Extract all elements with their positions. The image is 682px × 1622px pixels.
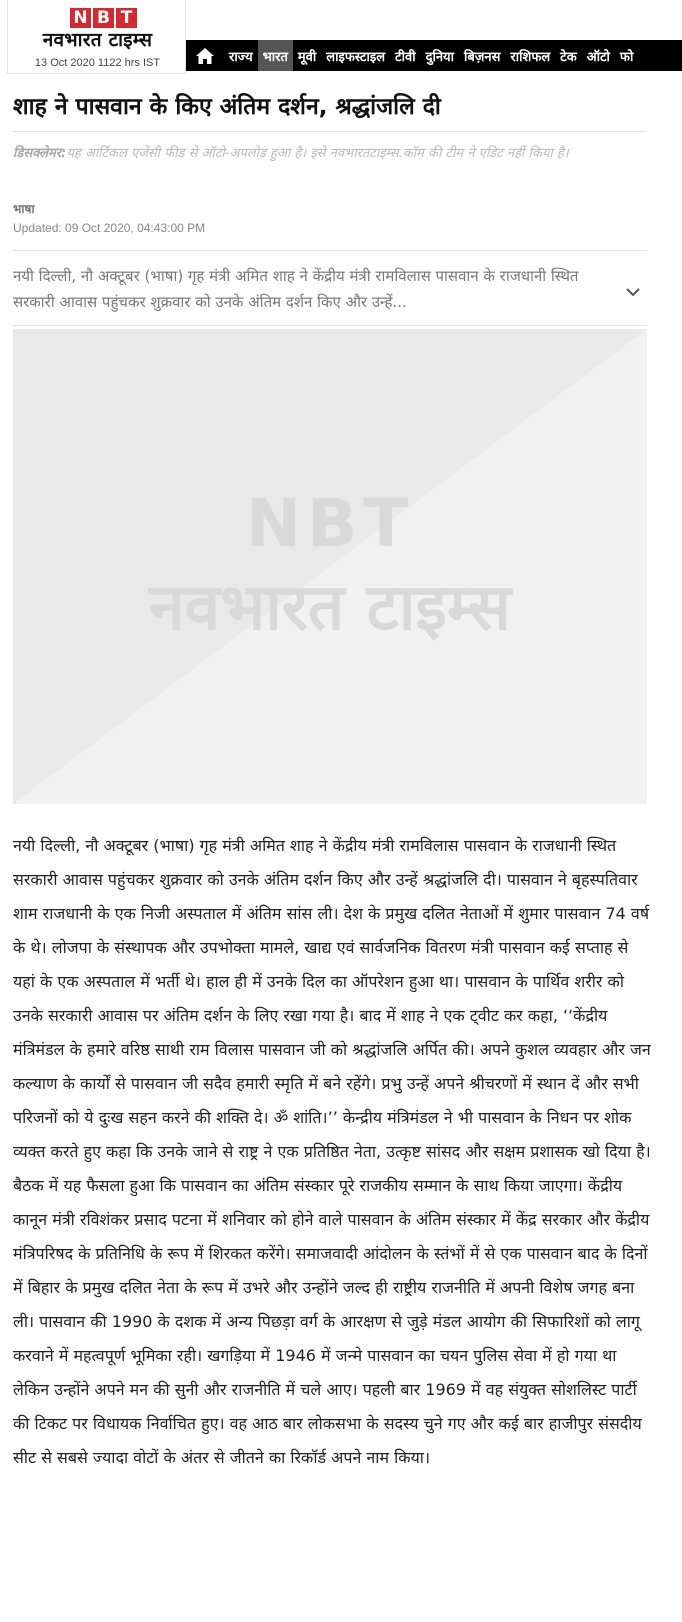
nav-item-tv[interactable]: टीवी — [395, 49, 416, 65]
main-nav — [186, 40, 682, 71]
disclaimer-label: डिसक्लेमर: — [13, 146, 67, 161]
article-summary: नयी दिल्ली, नौ अक्टूबर (भाषा) गृह मंत्री अमित शाह ने केंद्रीय मंत्री रामविलास पासवान के राजधानी स्थित सरकारी आवास पहुंचकर शुक्रवार को उनके अंतिम दर्शन किए और उन्हें... — [13, 267, 579, 311]
logo-hindi-text: नवभारत टाइम्स — [42, 29, 153, 51]
header-date: 13 Oct 2020 1122 hrs IST — [34, 57, 161, 69]
nav-item-business[interactable]: बिज़नस — [463, 49, 501, 65]
nav-home-button[interactable] — [186, 40, 224, 71]
nav-item-rashifal[interactable]: राशिफल — [510, 49, 551, 65]
nav-item-auto[interactable]: ऑटो — [586, 49, 610, 65]
site-header — [0, 0, 682, 75]
home-icon — [195, 47, 215, 65]
disclaimer — [13, 143, 643, 164]
image-watermark-hindi: नवभारत टाइम्स — [149, 571, 511, 645]
nav-item-photo[interactable]: फो — [619, 49, 634, 65]
article-image-placeholder — [13, 329, 647, 804]
divider — [13, 131, 647, 132]
nav-item-bharat[interactable]: भारत — [258, 40, 293, 71]
logo-nbt — [70, 8, 137, 28]
site-logo[interactable] — [7, 0, 186, 74]
nav-item-movie[interactable]: मूवी — [297, 49, 317, 65]
nav-item-rajya[interactable]: राज्य — [229, 49, 253, 65]
logo-letter-t: T — [116, 8, 137, 28]
image-watermark-nbt: NBT — [245, 485, 415, 562]
article-updated-time: Updated: 09 Oct 2020, 04:43:00 PM — [13, 221, 206, 235]
chevron-down-icon[interactable] — [624, 283, 642, 301]
divider — [13, 250, 647, 251]
nav-item-tech[interactable]: टेक — [560, 49, 577, 65]
divider — [13, 325, 647, 326]
article-body: नयी दिल्ली, नौ अक्टूबर (भाषा) गृह मंत्री अमित शाह ने केंद्रीय मंत्री रामविलास पासवान के राजधानी स्थित सरकारी आवास पहुंचकर शुक्रवार को उनके अंतिम दर्शन किए और उन्हें श्रद्धांजलि दी। पासवान ने बृहस्पतिवार शाम राजधानी के एक निजी अस्पताल में अंतिम सांस ली। देश के प्रमुख दलित नेताओं में शुमार पासवान 74 वर्ष के थे। लोजपा के संस्थापक और उपभोक्ता मामले, खाद्य एवं सार्वजनिक वितरण मंत्री पासवान कई सप्ताह से यहां के एक अस्पताल में भर्ती थे। हाल ही में उनके दिल का ऑपरेशन हुआ था। पासवान के पार्थिव शरीर को उनके सरकारी आवास पर अंतिम दर्शन के लिए रखा गया है। बाद में शाह ने एक ट्वीट कर कहा, ‘‘केंद्रीय मंत्रिमंडल के हमारे वरिष्ठ साथी राम विलास पासवान जी को श्रद्धांजलि अर्पित की। अपने कुशल व्यवहार और जन कल्याण के कार्यों से पासवान जी सदैव हमारी स्मृति में बने रहेंगे। प्रभु उन्हें अपने श्रीचरणों में स्थान दें और सभी परिजनों को ये दुःख सहन करने की शक्ति दे। ॐ शांति।’’ केन्द्रीय मंत्रिमंडल ने भी पासवान के निधन पर शोक व्यक्त करते हुए कहा कि उनके जाने से राष्ट्र ने एक प्रतिष्ठित नेता, उत्कृष्ट सांसद और सक्षम प्रशासक खो दिया है। बैठक में यह फैसला हुआ कि पासवान का अंतिम संस्कार पूरे राजकीय सम्मान के साथ किया जाएगा। केंद्रीय कानून मंत्री रविशंकर प्रसाद पटना में शनिवार को होने वाले पासवान के अंतिम संस्कार में केंद्र सरकार और केंद्रीय मंत्रिपरिषद के प्रतिनिधि के रूप में शिरकत करेंगे। समाजवादी आंदोलन के स्तंभों में से एक पासवान बाद के दिनों में बिहार के प्रमुख दलित नेता के रूप में उभरे और उन्होंने जल्द ही राष्ट्रीय राजनीति में अपनी विशेष जगह बना ली। पासवान की 1990 के दशक में अन्य पिछड़ा वर्ग के आरक्षण से जुड़े मंडल आयोग की सिफारिशों को लागू करवाने में महत्वपूर्ण भूमिका रही। खगड़िया में 1946 में जन्मे पासवान का चयन पुलिस सेवा में हो गया था लेकिन उन्होंने अपने मन की सुनी और राजनीति में चले आए। पहली बार 1969 में वह संयुक्त सोशलिस्ट पार्टी की टिकट पर विधायक निर्वाचित हुए। वह आठ बार लोकसभा के सदस्य चुने गए और कई बार हाजीपुर संसदीय सीट से सबसे ज्यादा वोटों के अंतर से जीतने का रिकॉर्ड अपने नाम किया। — [13, 836, 651, 1467]
logo-letter-n: N — [70, 8, 91, 28]
article-author[interactable]: भाषा — [13, 202, 35, 216]
article-headline: शाह ने पासवान के किए अंतिम दर्शन, श्रद्धांजलि दी — [13, 94, 441, 120]
nav-item-duniya[interactable]: दुनिया — [425, 49, 454, 65]
logo-letter-b: B — [93, 8, 114, 28]
nav-item-lifestyle[interactable]: लाइफस्टाइल — [326, 49, 386, 65]
disclaimer-text: यह आर्टिकल एजेंसी फीड से ऑटो-अपलोड हुआ है। इसे नवभारतटाइम्स.कॉम की टीम ने एडिट नहीं किया है। — [66, 146, 569, 161]
